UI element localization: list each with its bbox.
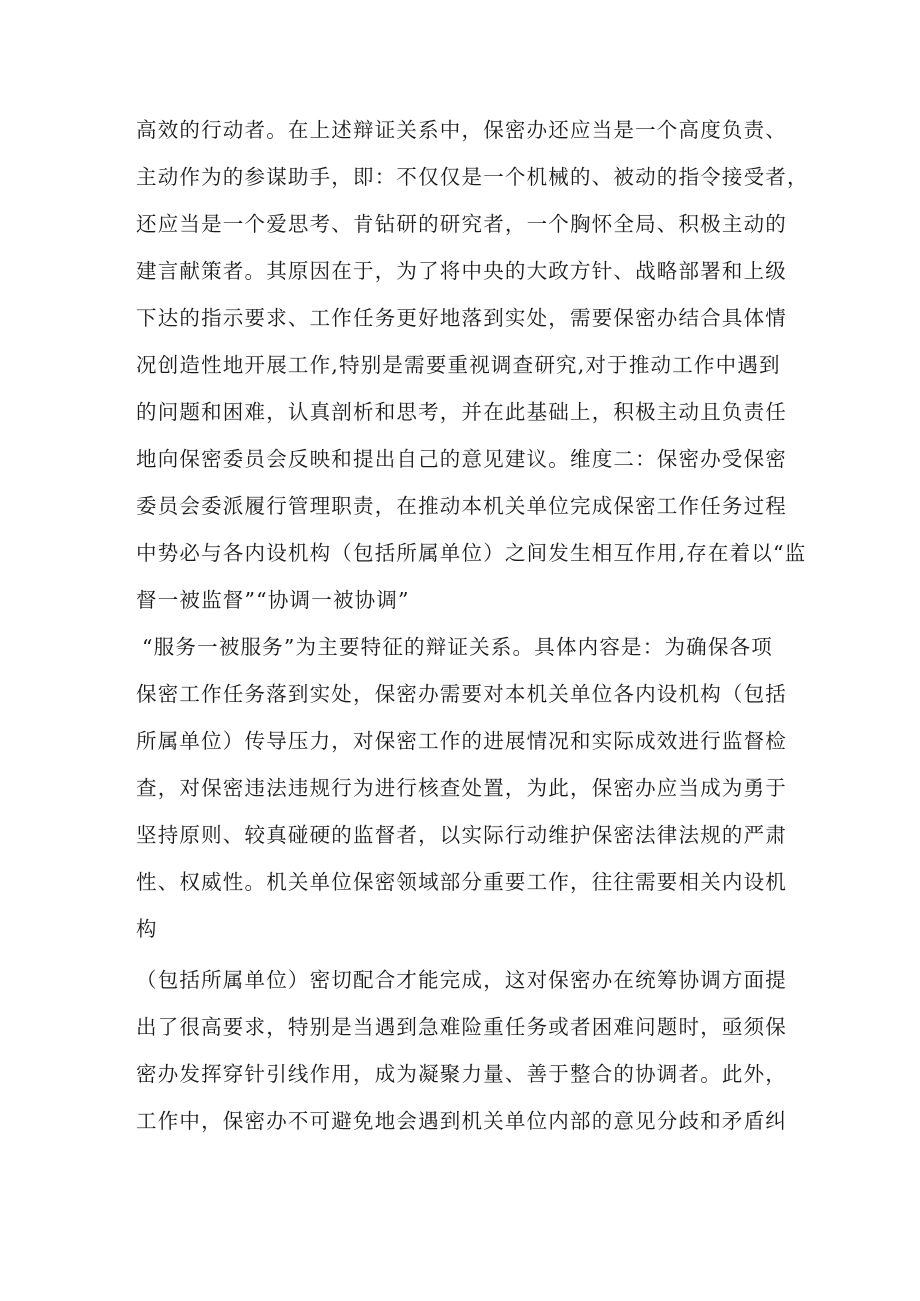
- text-line: 坚持原则、较真碰硬的监督者，以实际行动维护保密法律法规的严肃: [136, 823, 787, 847]
- text-line: 密办发挥穿针引线作用，成为凝聚力量、善于整合的协调者。此外，: [136, 1062, 787, 1086]
- text-line: 保密工作任务落到实处，保密办需要对本机关单位各内设机构（包括: [136, 682, 787, 706]
- text-line: “服务一被服务”为主要特征的辩证关系。具体内容是：为确保各项: [142, 635, 773, 659]
- text-line: 高效的行动者。在上述辩证关系中，保密办还应当是一个高度负责、: [136, 118, 787, 142]
- text-line: 的问题和困难，认真剖析和思考，并在此基础上，积极主动且负责任: [136, 400, 787, 424]
- text-line: 中势必与各内设机构（包括所属单位）之间发生相互作用,存在着以“监: [136, 541, 807, 565]
- text-line: 构: [136, 917, 158, 941]
- text-line: 还应当是一个爱思考、肯钻研的研究者，一个胸怀全局、积极主动的: [136, 212, 787, 236]
- text-line: （包括所属单位）密切配合才能完成，这对保密办在统筹协调方面提: [136, 968, 787, 992]
- text-line: 查，对保密违法违规行为进行核查处置，为此，保密办应当成为勇于: [136, 776, 787, 800]
- text-line: 工作中，保密办不可避免地会遇到机关单位内部的意见分歧和矛盾纠: [136, 1109, 787, 1133]
- text-line: 下达的指示要求、工作任务更好地落到实处，需要保密办结合具体情: [136, 306, 787, 330]
- text-line: 性、权威性。机关单位保密领域部分重要工作，往往需要相关内设机: [136, 870, 787, 894]
- text-line: 委员会委派履行管理职责，在推动本机关单位完成保密工作任务过程: [136, 494, 787, 518]
- text-line: 所属单位）传导压力，对保密工作的进展情况和实际成效进行监督检: [136, 729, 787, 753]
- text-line: 督一被监督”“协调一被协调”: [136, 588, 410, 612]
- text-line: 地向保密委员会反映和提出自己的意见建议。维度二：保密办受保密: [136, 447, 787, 471]
- text-line: 出了很高要求，特别是当遇到急难险重任务或者困难问题时，亟须保: [136, 1015, 787, 1039]
- text-line: 建言献策者。其原因在于，为了将中央的大政方针、战略部署和上级: [136, 259, 787, 283]
- text-line: 况创造性地开展工作,特别是需要重视调查研究,对于推动工作中遇到: [136, 353, 781, 377]
- text-line: 主动作为的参谋助手，即：不仅仅是一个机械的、被动的指令接受者，: [136, 165, 809, 189]
